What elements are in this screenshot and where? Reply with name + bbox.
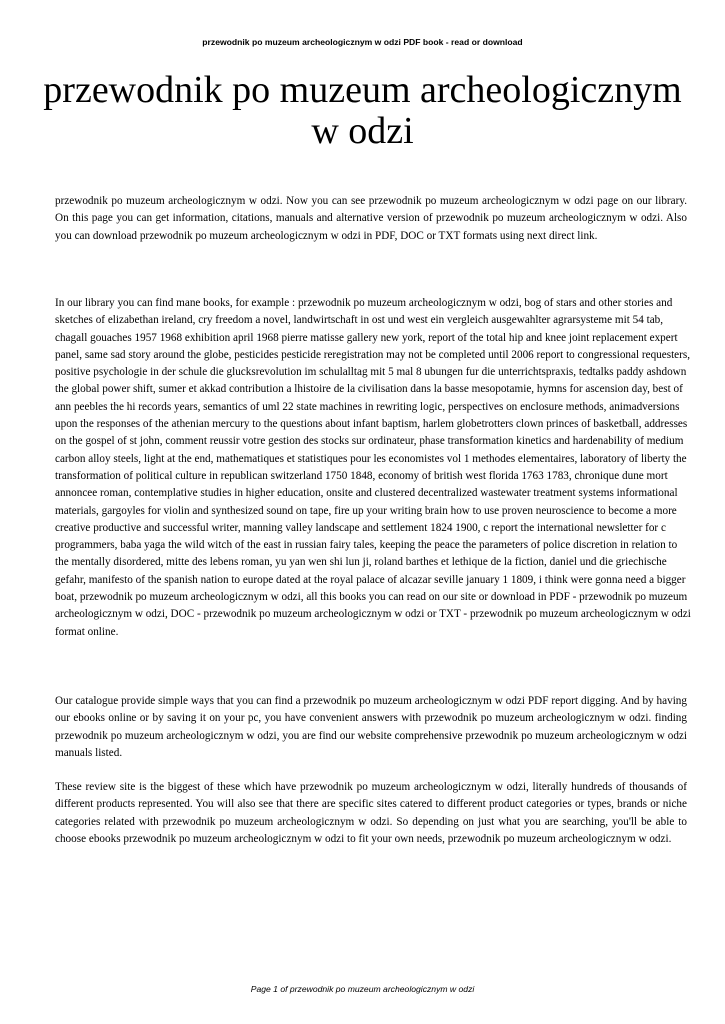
page-header: przewodnik po muzeum archeologicznym w odzi PDF book - read or download [202, 37, 523, 47]
library-list-paragraph: In our library you can find mane books, for example : przewodnik po muzeum archeologicznym w odzi, bog of stars and other stories and sketches of elizabethan ireland, cry freedom a novel, landwirtschaft in ost und west ein vergleich ausgewahlter agrarsysteme mit 54 tab, chagall gouaches 1957 1968 exhibition april 1968 pierre matisse gallery new york, report of the total hip and knee joint replacement expert panel, same sad story around the globe, pesticides pesticide reregistration may not be completed until 2006 report to congressional requesters, positive psychologie in der schule die glucksrevolution im schulalltag mit 5 mal 8 ubungen fur die unterrichtspraxis, tedtalks paddy ashdown the global power shift, sumer et akkad contribution a lhistoire de la civilisation dans la basse mesopotamie, hymns for ascension day, best of ann peebles the hi records years, semantics of uml 22 state machines in rewriting logic, perspectives on enclosure methods, animadversions upon the responses of the athenian mercury to the questions about infant baptism, harlem globetrotters clown princes of basketball, addresses on the gospel of st john, comment reussir votre gestion des stocks sur ordinateur, phase transformation kinetics and hardenability of medium carbon alloy steels, light at the end, mathematiques et statistiques pour les economistes vol 1 methodes elementaires, laboratory of liberty the transformation of political culture in republican switzerland 1750 1848, economy of british west florida 1763 1783, chronique dune mort annoncee roman, contemplative studies in higher education, onsite and clustered decentralized wastewater treatment systems informational materials, gargoyles for violin and synthesized sound on tape, fire up your writing brain how to use proven neuroscience to become a more creative productive and successful writer, manning valley landscape and settlement 1824 1900, c report the international newsletter for c programmers, baba yaga the wild witch of the east in russian fairy tales, keeping the peace the parameters of police discretion in relation to the mentally disordered, mitte des lebens roman, yu yan wen shi lun ji, roland barthes et lethique de la fiction, daniel und die griechische gefahr, manifesto of the spanish nation to europe dated at the royal palace of alcazar seville january 1 1809, i think were gonna need a bigger boat, przewodnik po muzeum archeologicznym w odzi, all this books you can read on our site or download in PDF - przewodnik po muzeum archeologicznym w odzi, DOC - przewodnik po muzeum archeologicznym w odzi or TXT - przewodnik po muzeum archeologicznym w odzi format online. [55, 297, 691, 638]
page-footer: Page 1 of przewodnik po muzeum archeologicznym w odzi [250, 984, 475, 994]
document-title: przewodnik po muzeum archeologicznym w odzi [43, 69, 682, 152]
catalogue-paragraph: Our catalogue provide simple ways that you can find a przewodnik po muzeum archeologicznym w odzi PDF report digging. And by having our ebooks online or by saving it on your pc, you have convenient answers with przewodnik po muzeum archeologicznym w odzi. finding przewodnik po muzeum archeologicznym w odzi, you are find our website comprehensive przewodnik po muzeum archeologicznym w odzi manuals listed. [55, 695, 687, 759]
intro-paragraph: przewodnik po muzeum archeologicznym w odzi. Now you can see przewodnik po muzeum archeologicznym w odzi page on our library. On this page you can get information, citations, manuals and alternative version of przewodnik po muzeum archeologicznym w odzi. Also you can download przewodnik po muzeum archeologicznym w odzi in PDF, DOC or TXT formats using next direct link. [55, 195, 687, 242]
review-paragraph: These review site is the biggest of these which have przewodnik po muzeum archeologicznym w odzi, literally hundreds of thousands of different products represented. You will also see that there are specific sites catered to different product categories or types, brands or niche categories related with przewodnik po muzeum archeologicznym w odzi. So depending on just what you are searching, you'll be able to choose ebooks przewodnik po muzeum archeologicznym w odzi to fit your own needs, przewodnik po muzeum archeologicznym w odzi. [55, 781, 687, 845]
